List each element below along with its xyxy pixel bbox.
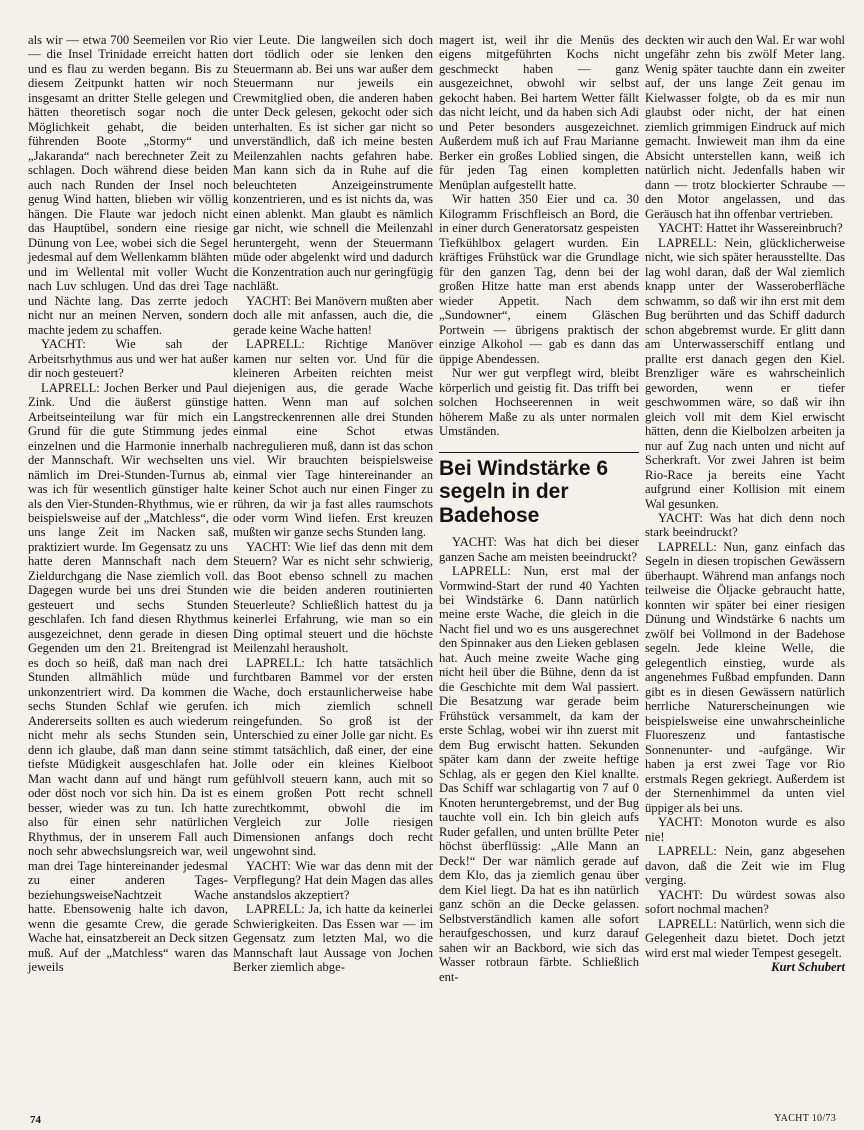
paragraph: LAPRELL: Richtige Manöver kamen nur selten vor. Und für die kleineren Arbeiten reichten meist diejenigen aus, die gerade Wache hatten. Wenn man auf solchen Langstreckenrennen alle drei Stunden einmal eine Schot etwas nachregulieren muß, dann ist das schon viel. Wir brauchten beispielsweise einmal vier Tage hintereinander an keiner Schot auch nur einen Finger zu rühren, da wir ja fast alles raumschots oder vorm Wind liefen. Erst kreuzen mußten wir ganze sechs Stunden lang. bbox=[233, 337, 433, 540]
paragraph: als wir — etwa 700 Seemeilen vor Rio — die Insel Trinidade erreicht hatten und es flau zu werden begann. Bis zu diesem Zeitpunkt hatten wir noch insgesamt an dritter Stelle gelegen und hätten theoretisch sogar noch die Möglichkeit gehabt, die beiden führenden Boote „Stormy“ und „Jakaranda“ nach berechneter Zeit zu schlagen. Doch während diese beiden auch nach Runden der Insel noch genug Wind hatten, blieben wir völlig hängen. Die Flaute war jedoch nicht das Hauptübel, sondern eine riesige Dünung von Lee, wobei sich die Segel jedesmal auf dem Wellenkamm blähten und im Wellental mit voller Wucht nach Luv schlugen. Und das drei Tage und Nächte lang. Das zerrte jedoch nicht nur an meinen Nerven, sondern machte jedem zu schaffen. bbox=[28, 33, 228, 337]
paragraph: LAPRELL: Ich hatte tatsächlich furchtbaren Bammel vor der ersten Wache, doch erstaunlicherweise habe ich mich ziemlich schnell reingefunden. So groß ist der Unterschied zu einer Jolle gar nicht. Es stimmt tatsächlich, daß einer, der eine Jolle oder ein kleines Kielboot gefühlvoll steuern kann, auch mit so einem großen Pott recht schnell zurechtkommt, obwohl die im Vergleich zur Jolle riesigen Dimensionen anfangs doch recht ungewohnt sind. bbox=[233, 655, 433, 859]
paragraph: LAPRELL: Ja, ich hatte da keinerlei Schwierigkeiten. Das Essen war — im Gegensatz zum letzten Mal, wo die Mannschaft laut Aussage von Jochen Berker ziemlich abge- bbox=[233, 902, 433, 974]
paragraph: YACHT: Was hat dich bei dieser ganzen Sache am meisten beeindruckt? bbox=[439, 535, 639, 564]
paragraph: magert ist, weil ihr die Menüs des eigens mitgeführten Kochs nicht geschmeckt haben — ganz ausgezeichnet, obwohl wir selbst gekocht haben. Bei hartem Wetter fällt das nicht leicht, und da haben sich Adi und Peter besonders ausgezeichnet. Außerdem muß ich auf Frau Marianne Berker ein großes Loblied singen, die für jeden Tag einen kompletten Menüplan aufgestellt hatte. bbox=[439, 33, 639, 192]
author-signature: Kurt Schubert bbox=[771, 960, 845, 974]
paragraph: YACHT: Wie lief das denn mit dem Steuern? War es nicht sehr schwierig, das Boot ebenso schnell zu machen wie die beiden anderen routinierten Steuerleute? Schließlich hattest du ja keinerlei Erfahrung, wie man so ein Ding optimal steuert und die höchste Meilenzahl herausholt. bbox=[233, 539, 433, 656]
paragraph: Wir hatten 350 Eier und ca. 30 Kilogramm Frischfleisch an Bord, die in einer durch Generatorsatz gespeisten Tiefkühlbox gelagert wurden. Ein kräftiges Frühstück war die Grundlage für den ganzen Tag, denn bei der großen Hitze hatte man erst abends wieder Appetit. Nach dem „Sundowner“, einem Gläschen Portwein — übrigens praktisch der einzige Alkohol — gab es dann das üppige Abendessen. bbox=[439, 192, 639, 366]
paragraph: LAPRELL: Jochen Berker und Paul Zink. Und die äußerst günstige Arbeitseinteilung war für mich ein Grund für die gute Stimmung jedes einzelnen und die Harmonie innerhalb der Mannschaft. Wir wechselten uns nämlich im Drei-Stunden-Turnus ab, was ich für wesentlich günstiger halte als den Vier-Stunden-Rhythmus, wie er beispielsweise auf der „Matchless“, die uns lange Zeit im Nacken saß, praktiziert wurde. Im Gegensatz zu uns hatte deren Mannschaft nach dem Zieldurchgang die Nase ziemlich voll. Dagegen wurde bei uns drei Stunden gesteuert und sechs Stunden geschlafen. Ich fand diesen Rhythmus ausgezeichnet, denn gerade in diesen Gegenden um den 21. Breitengrad ist es doch so heiß, daß man nach drei Stunden allmählich müde und unkonzentriert wird. Da kommen die sechs Stunden Schlaf wie gerufen. Andererseits sollten es auch wiederum nicht mehr als sechs Stunden sein, denn ich glaube, daß man dann seine tiefste Müdigkeit ausgeschlafen hat. Man wacht dann auf und hängt rum oder döst noch vor sich hin. Da ist es besser, wieder was zu tun. Ich hatte also für einen sehr natürlichen Rhythmus, der in unserem Fall auch noch sehr abwechslungsreich war, weil man drei Tage hintereinander jedesmal zu einer anderen Tages-beziehungsweiseNachtzeit Wache hatte. Ebensowenig halte ich davon, wenn die gesamte Crew, die gerade Wache hat, einsatzbereit an Deck sitzen muß. Auf der „Matchless“ waren das jeweils bbox=[28, 380, 228, 974]
paragraph: YACHT: Du würdest sowas also sofort nochmal machen? bbox=[645, 887, 845, 917]
paragraph: YACHT: Monoton wurde es also nie! bbox=[645, 815, 845, 844]
text-column-4 bbox=[645, 33, 845, 974]
paragraph: YACHT: Was hat dich denn noch stark beeindruckt? bbox=[645, 510, 845, 540]
issue-label: YACHT 10/73 bbox=[774, 1113, 836, 1124]
paragraph: LAPRELL: Natürlich, wenn sich die Gelegenheit dazu bietet. Doch jetzt wird erst mal wieder Tempest gesegelt. bbox=[645, 916, 845, 960]
paragraph: YACHT: Wie sah der Arbeitsrhythmus aus und wer hat außer dir noch gesteuert? bbox=[28, 337, 228, 381]
paragraph: YACHT: Hattet ihr Wassereinbruch? bbox=[658, 221, 843, 236]
page-number: 74 bbox=[30, 1114, 41, 1126]
paragraph: LAPRELL: Nun, erst mal der Vormwind-Start der rund 40 Yachten bei Windstärke 6. Dann natürlich meine erste Wache, die gleich in die Nacht fiel und wo es uns ausgerechnet den Spinnaker aus den Lieken geblasen hat. Auch meine zweite Wache ging nicht heil über die Bühne, denn da ist die Geschichte mit dem Wal passiert. Die Besatzung war gerade beim Frühstück versammelt, da kam der erste Schlag, wobei wir ihn zuerst mit dem Bug erwischt hatten. Sekunden später kam dann der zweite heftige Schlag, als er gegen den Kiel knallte. Das Schiff war schlagartig von 7 auf 0 Knoten heruntergebremst, und der Bug tauchte voll ein. Ich bin gleich aufs Ruder gefallen, und unten brüllte Peter höchst überflüssig: „Alle Mann an Deck!“ Der war nämlich gerade auf dem Klo, das ja ziemlich genau über dem Kiel liegt. Da hat es ihn natürlich ganz schön an die Decke gelassen. Selbstverständlich kamen alle sofort heraufgeschossen, und kurz darauf sahen wir an Backbord, wie sich das Wasser rotbraun färbte. Schließlich ent- bbox=[439, 564, 639, 984]
paragraph: LAPRELL: Nein, ganz abgesehen davon, daß die Zeit wie im Flug verging. bbox=[645, 844, 845, 888]
paragraph: YACHT: Bei Manövern mußten aber doch alle mit anfassen, auch die, die gerade keine Wache hatten! bbox=[233, 293, 433, 337]
text-column-2 bbox=[233, 33, 433, 974]
paragraph: LAPRELL: Nun, ganz einfach das Segeln in diesen tropischen Gewässern überhaupt. Während man anfangs noch teilweise die Öljacke gebraucht hatte, konnten wir später bei einer riesigen Dünung und Windstärke 6 nachts um zwölf bei Vollmond in der Badehose segeln. Jede kleine Welle, die gelegentlich einstieg, wurde als angenehmes Fußbad empfunden. Dann gibt es in diesen Gewässern natürlich herrliche Naturerscheinungen wie beispielsweise eine unwahrscheinliche Fluoreszenz und fantastische Sonnenunter- und -aufgänge. Wir haben ja erst zwei Tage vor Rio erstmals Regen gekriegt. Außerdem ist der Sternenhimmel da unten viel üppiger als bei uns. bbox=[645, 539, 845, 815]
paragraph: Nur wer gut verpflegt wird, bleibt körperlich und geistig fit. Das trifft bei solchen Hochseerennen in weit höherem Maße zu als unter normalen Umständen. bbox=[439, 366, 639, 439]
section-headline: Bei Windstärke 6 segeln in der Badehose bbox=[439, 452, 639, 528]
paragraph: LAPRELL: Nein, glücklicherweise nicht, wie sich später herausstellte. Das lag wohl daran, daß der Wal ziemlich knapp unter der Wasseroberfläche schwamm, so daß wir ihn erst mit dem Bug berührten und das Schiff dadurch schon abgebremst wurde. Er glitt dann am Unterwasserschiff entlang und prallte erst danach gegen den Kiel. Brenzliger wäre es wahrscheinlich geworden, wenn er tiefer geschwommen wäre, so daß wir ihn gleich voll mit dem Kiel erwischt hätten, denn die Kielbolzen arbeiten ja nur auf Zug nach unten und nicht auf Scherkraft. Vor zwei Jahren ist beim Rio-Race ja bereits eine Yacht aufgrund einer Kollision mit einem Wal gesunken. bbox=[645, 235, 845, 511]
paragraph: vier Leute. Die langweilen sich doch dort tödlich oder sie lenken den Steuermann ab. Bei uns war außer dem Steuermann nur jeweils ein Crewmitglied oben, die anderen haben unter Deck gelesen, gekocht oder sich unterhalten. Es ist sicher gar nicht so unverständlich, daß ich meine besten Meilenzahlen nachts gefahren habe. Man kann sich da in Ruhe auf die beleuchteten Anzeigeinstrumente konzentrieren, und es ist nichts da, was einen ablenkt. Man glaubt es nämlich gar nicht, wie schnell die Meilenzahl heruntergeht, wenn der Steuermann müde oder abgelenkt wird und dadurch die Konzentration auch nur geringfügig nachläßt. bbox=[233, 33, 433, 294]
paragraph: deckten wir auch den Wal. Er war wohl ungefähr zehn bis zwölf Meter lang. Wenig später tauchte dann ein zweiter auf, der uns lange Zeit genau im Kielwasser folgte, ob da es mir nun glaubst oder nicht, der hat einen ziemlich grimmigen Eindruck auf mich gemacht. Inwieweit man ihm da eine Absicht unterstellen kann, weiß ich natürlich nicht. Jedenfalls haben wir dann — trotz blockierter Schraube — den Motor angelassen, und das Geräusch hat ihn offenbar vertrieben. bbox=[645, 33, 845, 221]
text-column-3 bbox=[439, 33, 639, 984]
paragraph: YACHT: Wie war das denn mit der Verpflegung? Hat dein Magen das alles anstandslos akzeptiert? bbox=[233, 858, 433, 902]
text-column-1 bbox=[28, 33, 228, 974]
